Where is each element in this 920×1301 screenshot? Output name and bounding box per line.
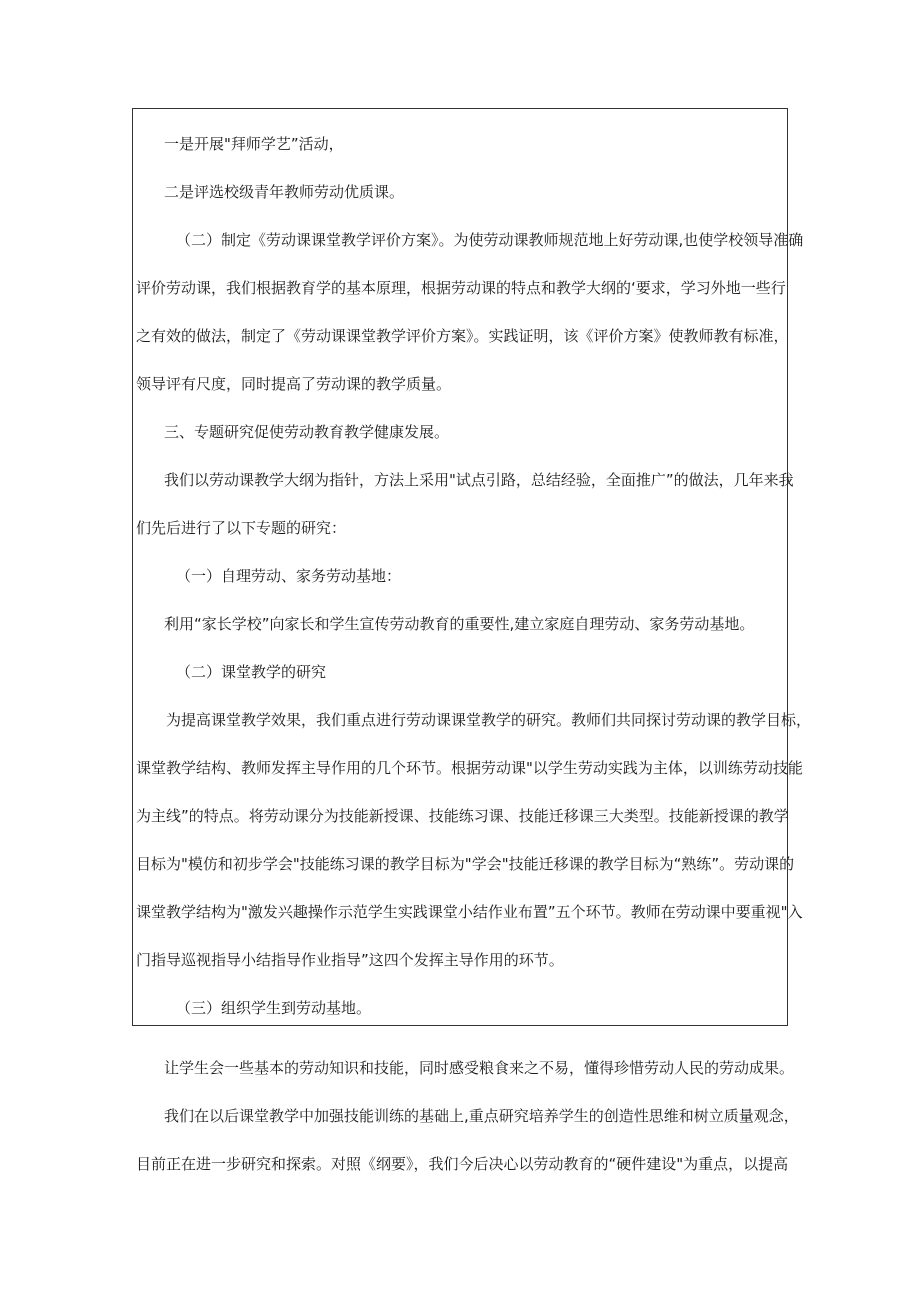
subsection-heading: （二）课堂教学的研究 [176, 663, 327, 681]
text-line: 课堂教学结构为"激发兴趣操作示范学生实践课堂小结作业布置”五个环节。教师在劳动课中要重视"入 [136, 903, 803, 921]
subsection-heading: （三）组织学生到劳动基地。 [176, 999, 372, 1017]
text-line: 为提高课堂教学效果，我们重点进行劳动课课堂教学的研究。教师们共同探讨劳动课的教学目标， [166, 711, 812, 729]
section-heading: 三、专题研究促使劳动教育教学健康发展。 [164, 423, 450, 441]
text-line: 们先后进行了以下专题的研究： [136, 519, 347, 537]
text-line: 让学生会一些基本的劳动知识和技能，同时感受粮食来之不易，懂得珍惜劳动人民的劳动成果。 [164, 1059, 795, 1077]
text-line: 目前正在进一步研究和探索。对照《纲要》，我们今后决心以劳动教育的“硬件建设"为重点，以提高 [136, 1155, 789, 1173]
text-line: 利用“家长学校”向家长和学生宣传劳动教育的重要性,建立家庭自理劳动、家务劳动基地。 [164, 615, 755, 633]
text-line: 为主线”的特点。将劳动课分为技能新授课、技能练习课、技能迁移课三大类型。技能新授课的教学 [136, 807, 789, 825]
text-line: （二）制定《劳动课课堂教学评价方案》。为使劳动课教师规范地上好劳动课,也使学校领导准确 [176, 231, 804, 249]
text-line: 目标为"模仿和初步学会"技能练习课的教学目标为"学会"技能迁移课的教学目标为“熟练”。劳动课的 [136, 855, 795, 873]
text-line: 之有效的做法，制定了《劳动课课堂教学评价方案》。实践证明，该《评价方案》使教师教有标准， [136, 327, 789, 345]
text-line: 领导评有尺度，同时提高了劳动课的教学质量。 [136, 375, 452, 393]
text-line: 我们以劳动课教学大纲为指针，方法上采用"试点引路，总结经验，全面推广”的做法，几年来我 [164, 471, 794, 489]
text-line: 评价劳动课，我们根据教育学的基本原理，根据劳动课的特点和教学大纲的‘要求，学习外地一些行 [136, 279, 786, 297]
text-line: 课堂教学结构、教师发挥主导作用的几个环节。根据劳动课"以学生劳动实践为主体，以训练劳动技能 [136, 759, 803, 777]
text-line: 一是开展"拜师学艺”活动， [164, 135, 344, 153]
subsection-heading: （一）自理劳动、家务劳动基地： [176, 567, 402, 585]
text-line: 二是评选校级青年教师劳动优质课。 [164, 183, 405, 201]
text-line: 我们在以后课堂教学中加强技能训练的基础上,重点研究培养学生的创造性思维和树立质量观念， [164, 1107, 799, 1125]
text-line: 门指导巡视指导小结指导作业指导”这四个发挥主导作用的环节。 [136, 951, 564, 969]
